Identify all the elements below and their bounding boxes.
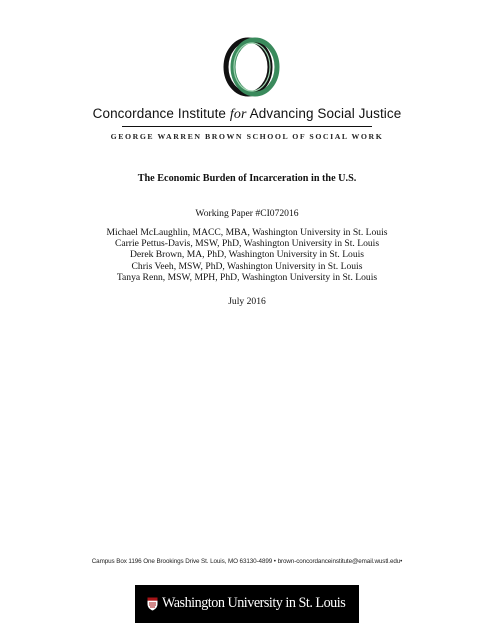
- institute-name-italic: for: [229, 107, 247, 122]
- working-paper-number: Working Paper #CI072016: [195, 208, 299, 219]
- author-list: [0, 227, 494, 283]
- author-line: Michael McLaughlin, MACC, MBA, Washington University in St. Louis: [106, 227, 388, 238]
- concordance-logo-icon: [219, 36, 283, 98]
- institute-name: Concordance Institute for Advancing Social Justice: [92, 106, 402, 122]
- university-wordmark: Washington University in St. Louis: [162, 595, 346, 611]
- university-logo-bar: [135, 585, 359, 623]
- author-line: Chris Veeh, MSW, PhD, Washington University in St. Louis: [131, 260, 363, 272]
- header-divider: [122, 126, 372, 127]
- publication-date: July 2016: [228, 296, 266, 307]
- school-name: GEORGE WARREN BROWN SCHOOL OF SOCIAL WORK: [110, 132, 384, 141]
- contact-address: Campus Box 1196 One Brookings Drive St. Louis, MO 63130-4899 • brown-concordanceinstitute@email.wustl.edu•: [91, 558, 403, 565]
- author-line: Carrie Pettus-Davis, MSW, PhD, Washington University in St. Louis: [114, 238, 380, 250]
- paper-title: The Economic Burden of Incarceration in the U.S.: [137, 173, 357, 184]
- author-line: Tanya Renn, MSW, MPH, PhD, Washington University in St. Louis: [116, 271, 378, 283]
- author-line: Derek Brown, MA, PhD, Washington University in St. Louis: [129, 249, 365, 261]
- university-shield-icon: [147, 597, 158, 611]
